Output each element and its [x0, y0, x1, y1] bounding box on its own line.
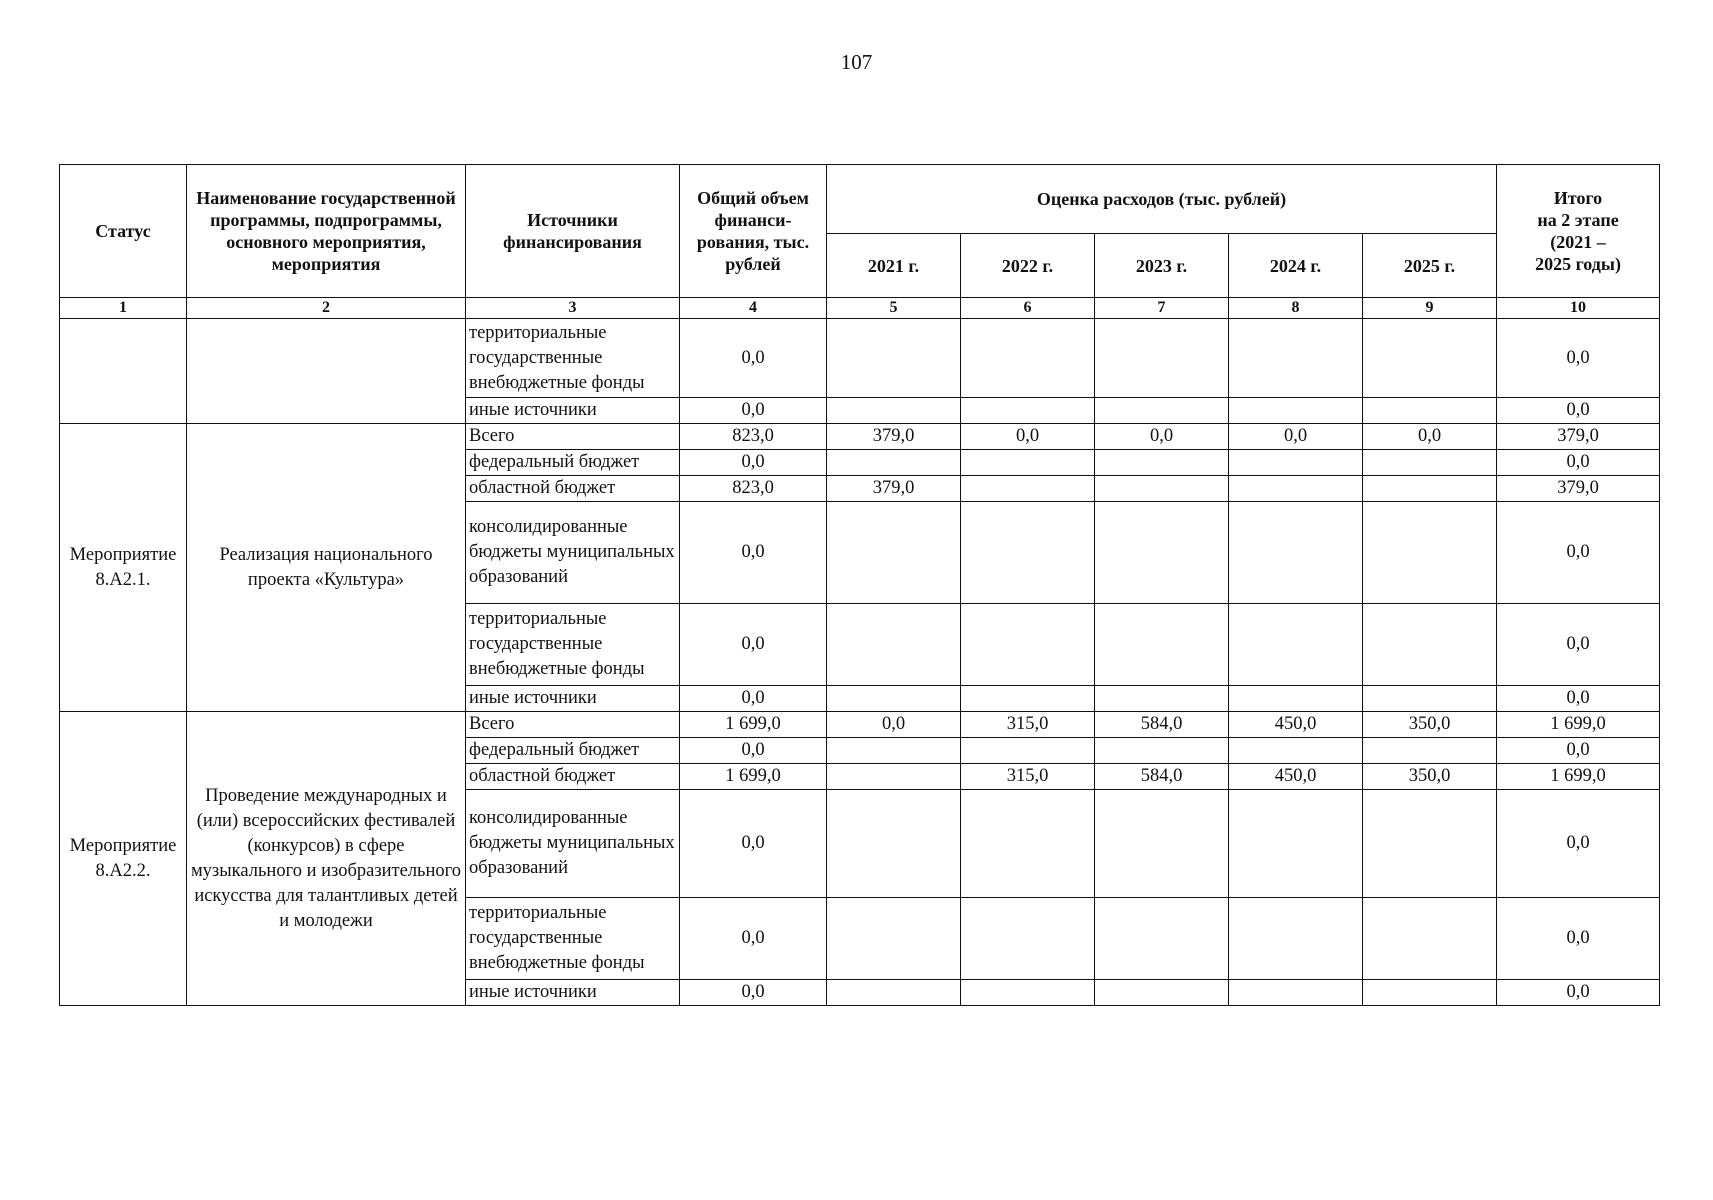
source-cell: иные источники: [466, 686, 680, 712]
year-cell: 450,0: [1229, 764, 1363, 790]
source-cell: иные источники: [466, 398, 680, 424]
page-number: 107: [840, 50, 873, 74]
year-cell: [827, 898, 961, 980]
total-cell: 0,0: [680, 502, 827, 604]
year-cell: [827, 450, 961, 476]
column-number: 2: [187, 298, 466, 319]
source-cell: консолидированные бюджеты муниципальных образований: [466, 502, 680, 604]
stage-total-cell: 0,0: [1497, 319, 1660, 398]
year-cell: [961, 980, 1095, 1006]
stage-total-cell: 379,0: [1497, 476, 1660, 502]
column-number: 1: [60, 298, 187, 319]
year-cell: [1229, 604, 1363, 686]
year-cell: 584,0: [1095, 764, 1229, 790]
stage-total-cell: 0,0: [1497, 686, 1660, 712]
total-cell: 0,0: [680, 980, 827, 1006]
year-cell: 379,0: [827, 476, 961, 502]
year-cell: [961, 898, 1095, 980]
header-expense-estimate: Оценка расходов (тыс. рублей): [827, 165, 1497, 234]
total-cell: 0,0: [680, 398, 827, 424]
year-cell: [1095, 398, 1229, 424]
year-cell: [1363, 686, 1497, 712]
total-cell: 0,0: [680, 450, 827, 476]
name-cell: Проведение международных и (или) всероссийских фестивалей (конкурсов) в сфере музыкального и изобразительного искусства для талантливых детей и молодежи: [187, 712, 466, 1006]
year-cell: 315,0: [961, 764, 1095, 790]
column-number: 8: [1229, 298, 1363, 319]
year-cell: [961, 604, 1095, 686]
year-cell: 0,0: [1095, 424, 1229, 450]
year-cell: [827, 980, 961, 1006]
source-cell: территориальные государственные внебюджетные фонды: [466, 604, 680, 686]
source-cell: областной бюджет: [466, 764, 680, 790]
year-cell: [1363, 898, 1497, 980]
stage-total-cell: 0,0: [1497, 790, 1660, 898]
name-cell: [187, 319, 466, 424]
stage-total-cell: 0,0: [1497, 604, 1660, 686]
year-cell: [1363, 604, 1497, 686]
year-cell: 450,0: [1229, 712, 1363, 738]
total-cell: 0,0: [680, 319, 827, 398]
total-cell: 823,0: [680, 476, 827, 502]
year-cell: 315,0: [961, 712, 1095, 738]
year-cell: [1229, 980, 1363, 1006]
year-cell: [1095, 898, 1229, 980]
year-cell: [827, 790, 961, 898]
stage-total-cell: 0,0: [1497, 898, 1660, 980]
year-cell: [1229, 898, 1363, 980]
year-cell: [1095, 319, 1229, 398]
stage-total-cell: 379,0: [1497, 424, 1660, 450]
year-cell: [827, 764, 961, 790]
year-cell: [1229, 502, 1363, 604]
source-cell: федеральный бюджет: [466, 450, 680, 476]
total-cell: 0,0: [680, 738, 827, 764]
year-cell: [1363, 980, 1497, 1006]
budget-table: [59, 164, 1660, 1006]
column-number: 4: [680, 298, 827, 319]
year-cell: [1095, 790, 1229, 898]
header-year: 2021 г.: [827, 234, 961, 298]
year-cell: [1095, 450, 1229, 476]
total-cell: 1 699,0: [680, 712, 827, 738]
year-cell: 0,0: [827, 712, 961, 738]
year-cell: [827, 686, 961, 712]
header-stage-total-line: 2025 годы): [1535, 254, 1621, 274]
status-cell: Мероприятие 8.А2.2.: [60, 712, 187, 1006]
header-year: 2025 г.: [1363, 234, 1497, 298]
year-cell: [1363, 450, 1497, 476]
year-cell: [961, 319, 1095, 398]
year-cell: [827, 604, 961, 686]
source-cell: Всего: [466, 712, 680, 738]
total-cell: 823,0: [680, 424, 827, 450]
column-number: 7: [1095, 298, 1229, 319]
year-cell: [961, 398, 1095, 424]
year-cell: [1229, 398, 1363, 424]
total-cell: 0,0: [680, 686, 827, 712]
stage-total-cell: 1 699,0: [1497, 764, 1660, 790]
year-cell: [827, 502, 961, 604]
year-cell: [827, 319, 961, 398]
stage-total-cell: 0,0: [1497, 738, 1660, 764]
total-cell: 1 699,0: [680, 764, 827, 790]
year-cell: [1229, 476, 1363, 502]
header-total-volume: Общий объем финанси-рования, тыс. рублей: [680, 165, 827, 298]
year-cell: [1363, 476, 1497, 502]
year-cell: [1363, 502, 1497, 604]
year-cell: 584,0: [1095, 712, 1229, 738]
header-stage-total-line: (2021 –: [1550, 232, 1606, 252]
year-cell: 0,0: [1229, 424, 1363, 450]
year-cell: [1095, 604, 1229, 686]
header-year: 2022 г.: [961, 234, 1095, 298]
column-number: 9: [1363, 298, 1497, 319]
source-cell: консолидированные бюджеты муниципальных образований: [466, 790, 680, 898]
year-cell: [961, 502, 1095, 604]
source-cell: областной бюджет: [466, 476, 680, 502]
year-cell: [1363, 790, 1497, 898]
header-status: Статус: [60, 165, 187, 298]
total-cell: 0,0: [680, 790, 827, 898]
year-cell: [1095, 980, 1229, 1006]
total-cell: 0,0: [680, 898, 827, 980]
year-cell: [1229, 450, 1363, 476]
year-cell: [961, 790, 1095, 898]
source-cell: территориальные государственные внебюджетные фонды: [466, 898, 680, 980]
year-cell: [961, 476, 1095, 502]
source-cell: территориальные государственные внебюджетные фонды: [466, 319, 680, 398]
year-cell: 350,0: [1363, 764, 1497, 790]
source-cell: иные источники: [466, 980, 680, 1006]
year-cell: [961, 450, 1095, 476]
table-row: [60, 424, 1660, 450]
stage-total-cell: 0,0: [1497, 450, 1660, 476]
status-cell: Мероприятие 8.А2.1.: [60, 424, 187, 712]
header-stage-total: [1497, 165, 1660, 298]
header-stage-total-line: на 2 этапе: [1537, 210, 1619, 230]
year-cell: [961, 738, 1095, 764]
year-cell: [827, 738, 961, 764]
year-cell: [1095, 476, 1229, 502]
year-cell: [1229, 319, 1363, 398]
year-cell: [1229, 790, 1363, 898]
year-cell: [1095, 686, 1229, 712]
year-cell: [1095, 502, 1229, 604]
source-cell: Всего: [466, 424, 680, 450]
year-cell: 379,0: [827, 424, 961, 450]
year-cell: 350,0: [1363, 712, 1497, 738]
header-program-name: Наименование государственной программы, подпрограммы, основного мероприятия, мероприятия: [187, 165, 466, 298]
table-body: [60, 319, 1660, 1006]
year-cell: [1095, 738, 1229, 764]
table-row: [60, 712, 1660, 738]
table-header: [60, 165, 1660, 319]
header-funding-sources: Источники финансирования: [466, 165, 680, 298]
column-number: 10: [1497, 298, 1660, 319]
year-cell: [1363, 738, 1497, 764]
name-cell: Реализация национального проекта «Культура»: [187, 424, 466, 712]
header-year: 2024 г.: [1229, 234, 1363, 298]
total-cell: 0,0: [680, 604, 827, 686]
stage-total-cell: 0,0: [1497, 980, 1660, 1006]
header-year: 2023 г.: [1095, 234, 1229, 298]
stage-total-cell: 0,0: [1497, 398, 1660, 424]
year-cell: [827, 398, 961, 424]
stage-total-cell: 1 699,0: [1497, 712, 1660, 738]
year-cell: [1229, 738, 1363, 764]
year-cell: [1363, 398, 1497, 424]
table-row: [60, 319, 1660, 398]
year-cell: [961, 686, 1095, 712]
year-cell: 0,0: [1363, 424, 1497, 450]
column-number: 5: [827, 298, 961, 319]
column-number: 3: [466, 298, 680, 319]
stage-total-cell: 0,0: [1497, 502, 1660, 604]
column-number: 6: [961, 298, 1095, 319]
year-cell: 0,0: [961, 424, 1095, 450]
column-numbers-row: [60, 298, 1660, 319]
year-cell: [1229, 686, 1363, 712]
source-cell: федеральный бюджет: [466, 738, 680, 764]
status-cell: [60, 319, 187, 424]
header-stage-total-line: Итого: [1553, 188, 1603, 208]
year-cell: [1363, 319, 1497, 398]
